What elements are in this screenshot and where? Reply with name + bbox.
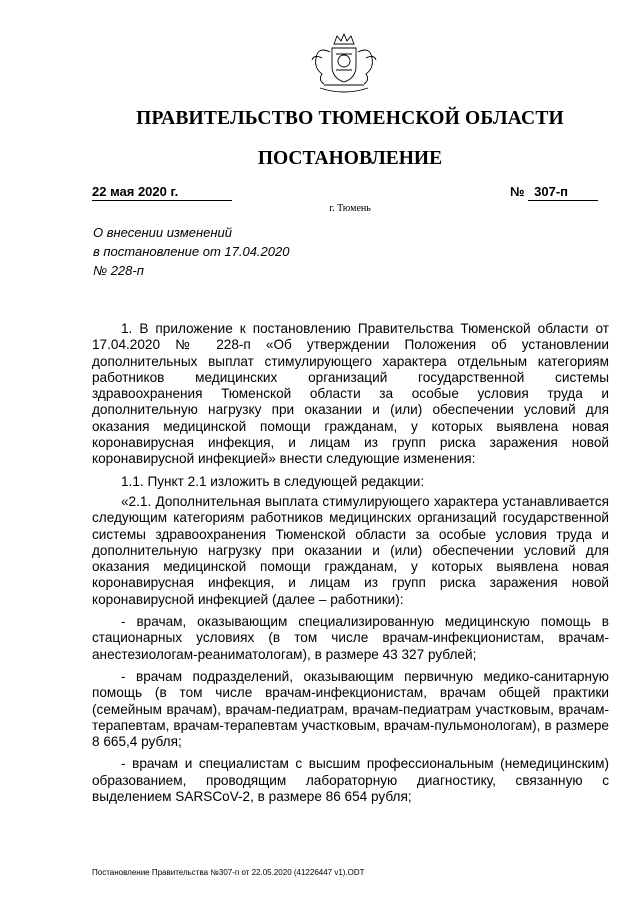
- subject-line: О внесении изменений: [93, 225, 232, 240]
- body-paragraph: 1.1. Пункт 2.1 изложить в следующей редакции:: [121, 473, 425, 489]
- document-date: 22 мая 2020 г.: [92, 184, 232, 201]
- body-paragraph: - врачам и специалистам с высшим профессиональным (немедицинским) образованием, проводящим лабораторную диагностику, связанную с выделением SARSCoV-2, в размере 86 654 рубля;: [92, 756, 609, 805]
- subject-line: № 228-п: [93, 263, 144, 278]
- body-paragraph: 1. В приложение к постановлению Правительства Тюменской области от 17.04.2020 № 228-п «Об утверждении Положения об установлении дополнительных выплат стимулирующего характера отдельным категориям работников медицинских организаций государственной системы здравоохранения Тюменской области за особые условия труда и дополнительную нагрузку при оказании и (или) обеспечении условий для оказания медицинской помощи гражданам, у которых выявлена новая коронавирусная инфекция, и лицам из групп риска заражения новой коронавирусной инфекцией» внести следующие изменения:: [92, 321, 609, 467]
- body-paragraph: «2.1. Дополнительная выплата стимулирующего характера устанавливается следующим категориям работников медицинских организаций государственной системы здравоохранения Тюменской области за особые условия труда и дополнительную нагрузку при оказании и (или) обеспечении условий для оказания медицинской помощи гражданам, у которых выявлена новая коронавирусная инфекция, и лицам из групп риска заражения новой коронавирусной инфекцией (далее – работники):: [92, 493, 609, 607]
- page-footer: Постановление Правительства №307-п от 22.05.2020 (41226447 v1).ODT: [92, 868, 365, 877]
- document-subject: [93, 223, 289, 280]
- document-body: [92, 321, 609, 811]
- document-number: 307-п: [528, 184, 598, 201]
- body-paragraph: - врачам подразделений, оказывающим первичную медико-санитарную помощь (в том числе врачам-инфекционистам, врачам общей практики (семейным врачам), врачам-педиатрам, врачам-педиатрам участковым, врачам-терапевтам, врачам-терапевтам участковым, врачам-пульмонологам), в размере 8 665,4 рубля;: [92, 668, 609, 750]
- document-type-title: ПОСТАНОВЛЕНИЕ: [257, 148, 443, 169]
- number-sign: №: [510, 184, 525, 199]
- body-paragraph: - врачам, оказывающим специализированную медицинскую помощь в стационарных условиях (в том числе врачам-инфекционистам, врачам-анестезиологам-реаниматологам), в размере 43 327 рублей;: [92, 614, 609, 662]
- government-title: ПРАВИТЕЛЬСТВО ТЮМЕНСКОЙ ОБЛАСТИ: [136, 108, 564, 129]
- city-label: г. Тюмень: [329, 203, 371, 214]
- document-number-block: [510, 184, 604, 201]
- coat-of-arms-icon: [300, 30, 388, 98]
- subject-line: в постановление от 17.04.2020: [93, 244, 290, 259]
